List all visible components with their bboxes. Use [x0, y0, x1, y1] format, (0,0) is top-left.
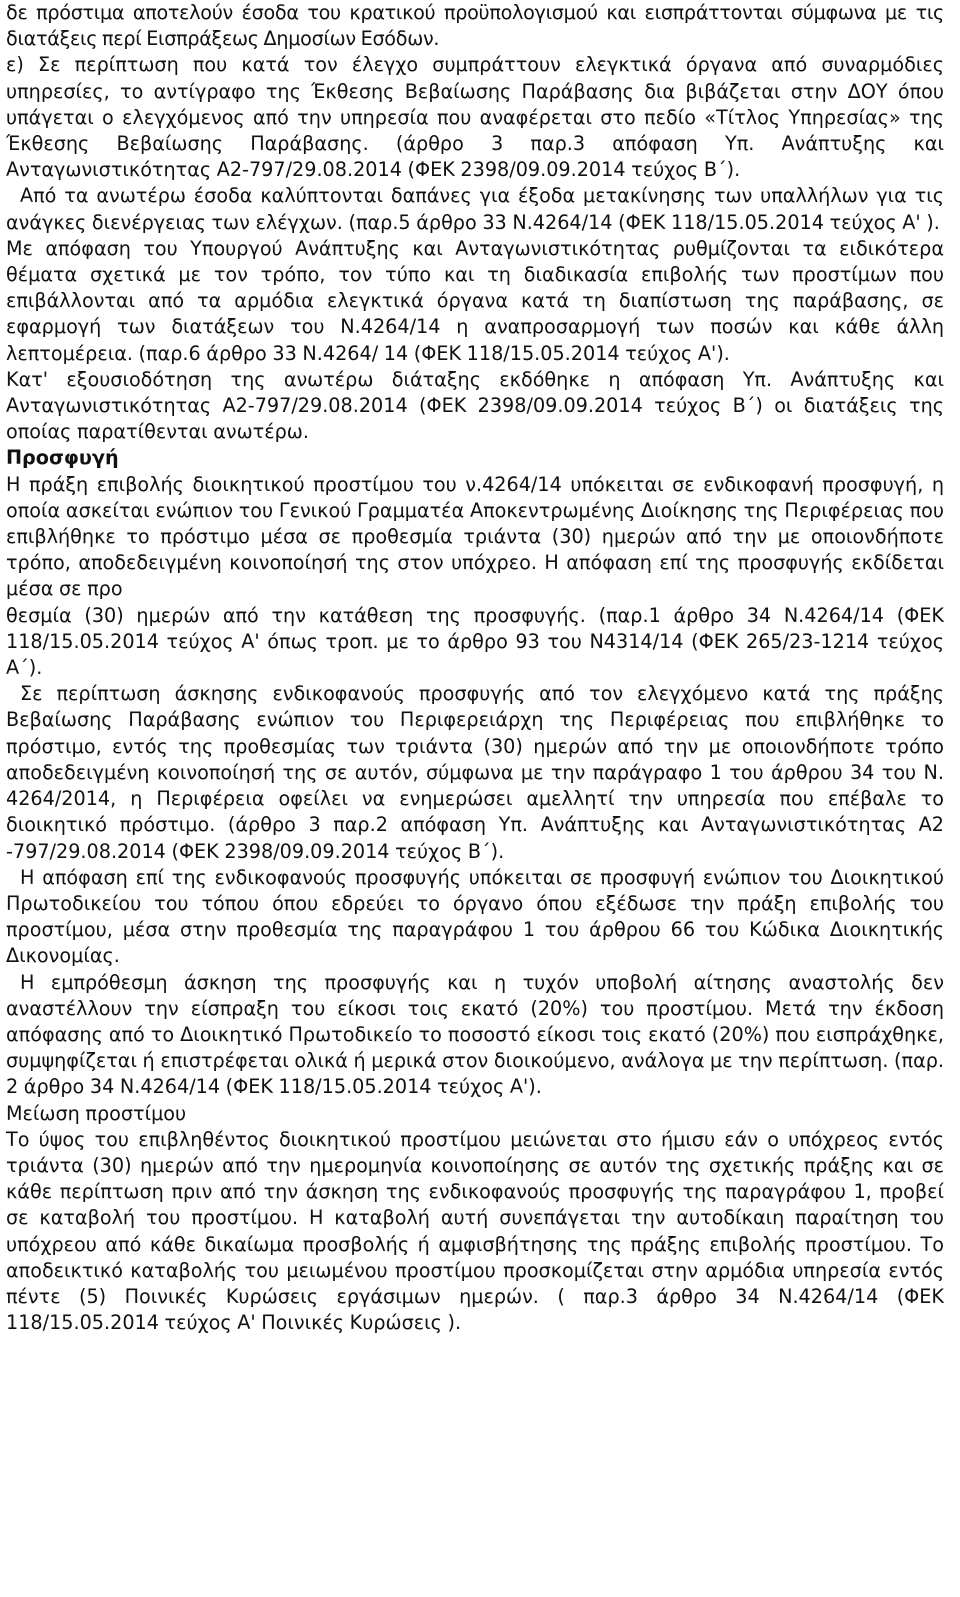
paragraph-case-e: ε) Σε περίπτωση που κατά τον έλεγχο συμπράττουν ελεγκτικά όργανα από συναρμόδιες υπηρεσίες, το αντίγραφο της Έκθεσης Βεβαίωσης Παράβασης δια βιβάζεται στην ΔΟΥ όπου υπάγεται ο ελεγχόμενος από την υπηρεσία που αναφέρεται στο πεδίο «Τίτλος Υπηρεσίας» της Έκθεσης Βεβαίωσης Παράβασης. (άρθρο 3 παρ.3 απόφαση Υπ. Ανάπτυξης και Ανταγωνιστικότητας Α2-797/29.08.2014 (ΦΕΚ 2398/09.09.2014 τεύχος Β΄). [6, 53, 944, 182]
paragraph-travel-expenses: Από τα ανωτέρω έσοδα καλύπτονται δαπάνες για έξοδα μετακίνησης των υπαλλήλων για τις ανάγκες διενέργειας των ελέγχων. (παρ.5 άρθρο 33 Ν.4264/14 (ΦΕΚ 118/15.05.2014 τεύχος Α' ). [6, 184, 944, 234]
paragraph-ministerial-decision: Με απόφαση του Υπουργού Ανάπτυξης και Ανταγωνιστικότητας ρυθμίζονται τα ειδικότερα θέματα σχετικά με τον τρόπο, τον τύπο και τη διαδικασία επιβολής των προστίμων που επιβάλλονται από τα αρμόδια ελεγκτικά όργανα κατά τη διαπίστωση της παράβασης, σε εφαρμογή των διατάξεων του Ν.4264/14 η αναπροσαρμογή των ποσών και κάθε άλλη λεπτομέρεια. (παρ.6 άρθρο 33 Ν.4264/ 14 (ΦΕΚ 118/15.05.2014 τεύχος Α'). [6, 236, 944, 365]
paragraph-collection-suspension: Η εμπρόθεσμη άσκηση της προσφυγής και η τυχόν υποβολή αίτησης αναστολής δεν αναστέλλουν την είσπραξη του είκοσι τοις εκατό (20%) του προστίμου. Μετά την έκδοση απόφασης από το Διοικητικό Πρωτοδικείο το ποσοστό είκοσι τοις εκατό (20%) που εισπράχθηκε, συμψηφίζεται ή επιστρέφεται ολικά ή μερικά στον διοικούμενο, ανάλογα με την περίπτωση. (παρ. 2 άρθρο 34 Ν.4264/14 (ΦΕΚ 118/15.05.2014 τεύχος Α'). [6, 970, 944, 1099]
paragraph-revenue-collection: δε πρόστιμα αποτελούν έσοδα του κρατικού προϋπολογισμού και εισπράττονται σύμφωνα με τις διατάξεις περί Εισπράξεως Δημοσίων Εσόδων. [6, 1, 944, 51]
heading-appeal: Προσφυγή [6, 446, 119, 470]
heading-fine-reduction: Μείωση προστίμου [6, 1101, 187, 1125]
paragraph-authorization: Κατ' εξουσιοδότηση της ανωτέρω διάταξης εκδόθηκε η απόφαση Υπ. Ανάπτυξης και Ανταγωνιστικότητας Α2-797/29.08.2014 (ΦΕΚ 2398/09.09.2014 τεύχος Β΄) οι διατάξεις της οποίας παρατίθενται ανωτέρω. [6, 367, 944, 444]
paragraph-appeal-procedure: Η πράξη επιβολής διοικητικού προστίμου του ν.4264/14 υπόκειται σε ενδικοφανή προσφυγή, η οποία ασκείται ενώπιον του Γενικού Γραμματέα Αποκεντρωμένης Διοίκησης της Περιφέρειας που επιβλήθηκε το πρόστιμο μέσα σε προθεσμία τριάντα (30) ημερών από την με οποιονδήποτε τρόπο, αποδεδειγμένη κοινοποίησή της στον υπόχρεο. Η απόφαση επί της προσφυγής εκδίδεται μέσα σε προ [6, 472, 944, 601]
paragraph-court-appeal: Η απόφαση επί της ενδικοφανούς προσφυγής υπόκειται σε προσφυγή ενώπιον του Διοικητικού Πρωτοδικείου του τόπου όπου εδρεύει το όργανο όπου εξέδωσε την πράξη επιβολής του προστίμου, μέσα στην προθεσμία της παραγράφου 1 του άρθρου 66 του Κώδικα Διοικητικής Δικονομίας. [6, 865, 944, 968]
document-body [6, 0, 944, 1336]
paragraph-appeal-deadline: θεσμία (30) ημερών από την κατάθεση της προσφυγής. (παρ.1 άρθρο 34 Ν.4264/14 (ΦΕΚ 118/15.05.2014 τεύχος Α' όπως τροπ. με το άρθρο 93 του Ν4314/14 (ΦΕΚ 265/23-1214 τεύχος Α΄). [6, 603, 944, 680]
paragraph-region-notification: Σε περίπτωση άσκησης ενδικοφανούς προσφυγής από τον ελεγχόμενο κατά της πράξης Βεβαίωσης Παράβασης ενώπιον του Περιφερειάρχη της Περιφέρειας που επιβλήθηκε το πρόστιμο, εντός της προθεσμίας των τριάντα (30) ημερών από την με οποιονδήποτε τρόπο αποδεδειγμένη κοινοποίησή της σε αυτόν, σύμφωνα με την παράγραφο 1 του άρθρου 34 του Ν. 4264/2014, η Περιφέρεια οφείλει να ενημερώσει αμελλητί την υπηρεσία που επέβαλε το διοικητικό πρόστιμο. (άρθρο 3 παρ.2 απόφαση Υπ. Ανάπτυξης και Ανταγωνιστικότητας Α2 -797/29.08.2014 (ΦΕΚ 2398/09.09.2014 τεύχος Β΄). [6, 682, 944, 863]
paragraph-fine-reduction: Το ύψος του επιβληθέντος διοικητικού προστίμου μειώνεται στο ήμισυ εάν ο υπόχρεος εντός τριάντα (30) ημερών από την ημερομηνία κοινοποίησης σε αυτόν της σχετικής πράξης και σε κάθε περίπτωση πριν από την άσκηση της ενδικοφανούς προσφυγής της παραγράφου 1, προβεί σε καταβολή του προστίμου. Η καταβολή αυτή συνεπάγεται την αυτοδίκαιη παραίτηση του υπόχρεου από κάθε δικαίωμα προσβολής ή αμφισβήτησης της πράξης επιβολής προστίμου. Το αποδεικτικό καταβολής του μειωμένου προστίμου προσκομίζεται στην αρμόδια υπηρεσία εντός πέντε (5) Ποινικές Κυρώσεις εργάσιμων ημερών. ( παρ.3 άρθρο 34 Ν.4264/14 (ΦΕΚ 118/15.05.2014 τεύχος Α' Ποινικές Κυρώσεις ). [6, 1127, 944, 1335]
